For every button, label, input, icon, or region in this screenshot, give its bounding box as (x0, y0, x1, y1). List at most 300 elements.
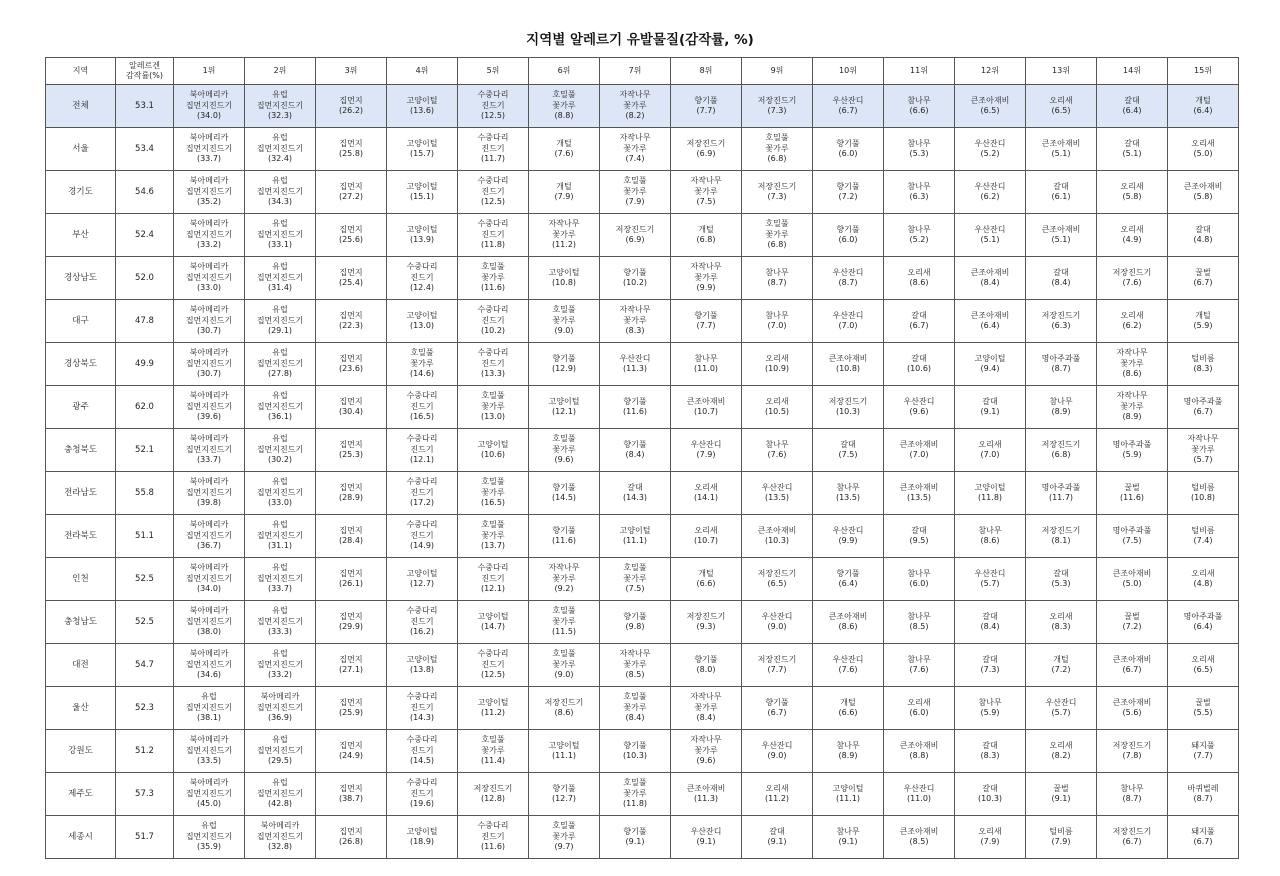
allergen-cell: 자작나무 꽃가루 (11.2) (529, 214, 600, 257)
allergen-cell: 오리새 (6.0) (884, 687, 955, 730)
allergen-cell: 호밀풀 꽃가루 (11.6) (458, 257, 529, 300)
allergen-cell: 유럽 집먼지진드기 (33.2) (245, 644, 316, 687)
allergen-cell: 북아메리카 집먼지진드기 (36.7) (174, 515, 245, 558)
table-row (46, 85, 1239, 128)
allergen-cell: 집먼지 (23.6) (316, 343, 387, 386)
allergen-cell: 우산잔디 (5.7) (955, 558, 1026, 601)
allergen-cell: 우산잔디 (8.7) (813, 257, 884, 300)
allergen-cell: 고양이털 (12.7) (387, 558, 458, 601)
allergen-cell: 우산잔디 (9.6) (884, 386, 955, 429)
allergen-cell: 호밀풀 꽃가루 (7.5) (600, 558, 671, 601)
rate-cell: 57.3 (116, 773, 174, 816)
allergen-cell: 향기풀 (6.0) (813, 128, 884, 171)
header-rank-12: 12위 (955, 58, 1026, 85)
allergen-cell: 우산잔디 (9.9) (813, 515, 884, 558)
region-cell: 부산 (46, 214, 116, 257)
allergen-cell: 집먼지 (24.9) (316, 730, 387, 773)
allergen-cell: 자작나무 꽃가루 (8.5) (600, 644, 671, 687)
allergen-cell: 갈대 (8.3) (955, 730, 1026, 773)
allergen-cell: 유럽 집먼지진드기 (33.0) (245, 472, 316, 515)
allergen-table (45, 57, 1239, 859)
allergen-cell: 갈대 (9.1) (955, 386, 1026, 429)
region-cell: 울산 (46, 687, 116, 730)
allergen-cell: 참나무 (9.1) (813, 816, 884, 859)
rate-cell: 55.8 (116, 472, 174, 515)
allergen-cell: 자작나무 꽃가루 (8.4) (671, 687, 742, 730)
allergen-cell: 집먼지 (25.9) (316, 687, 387, 730)
table-row (46, 644, 1239, 687)
allergen-cell: 큰조아재비 (6.7) (1097, 644, 1168, 687)
allergen-cell: 유럽 집먼지진드기 (30.2) (245, 429, 316, 472)
allergen-cell: 향기풀 (10.3) (600, 730, 671, 773)
rate-cell: 51.1 (116, 515, 174, 558)
region-cell: 충청북도 (46, 429, 116, 472)
allergen-cell: 수중다리 진드기 (12.1) (458, 558, 529, 601)
allergen-cell: 호밀풀 꽃가루 (7.9) (600, 171, 671, 214)
allergen-cell: 참나무 (8.6) (955, 515, 1026, 558)
table-row (46, 816, 1239, 859)
region-cell: 광주 (46, 386, 116, 429)
allergen-cell: 향기풀 (7.2) (813, 171, 884, 214)
allergen-cell: 북아메리카 집먼지진드기 (34.6) (174, 644, 245, 687)
allergen-cell: 꿀벌 (6.7) (1168, 257, 1239, 300)
rate-cell: 52.5 (116, 601, 174, 644)
allergen-cell: 큰조아재비 (8.5) (884, 816, 955, 859)
allergen-cell: 오리새 (6.5) (1026, 85, 1097, 128)
allergen-cell: 고양이털 (12.1) (529, 386, 600, 429)
allergen-cell: 고양이털 (13.9) (387, 214, 458, 257)
allergen-cell: 우산잔디 (13.5) (742, 472, 813, 515)
allergen-cell: 고양이털 (11.1) (529, 730, 600, 773)
allergen-cell: 수중다리 진드기 (12.5) (458, 85, 529, 128)
allergen-cell: 우산잔디 (7.6) (813, 644, 884, 687)
allergen-cell: 유럽 집먼지진드기 (38.1) (174, 687, 245, 730)
allergen-cell: 참나무 (8.5) (884, 601, 955, 644)
allergen-cell: 자작나무 꽃가루 (9.6) (671, 730, 742, 773)
region-cell: 제주도 (46, 773, 116, 816)
allergen-cell: 털비름 (10.8) (1168, 472, 1239, 515)
rate-cell: 52.1 (116, 429, 174, 472)
allergen-cell: 고양이털 (11.1) (600, 515, 671, 558)
region-cell: 경상북도 (46, 343, 116, 386)
allergen-cell: 집먼지 (28.4) (316, 515, 387, 558)
allergen-cell: 갈대 (14.3) (600, 472, 671, 515)
allergen-cell: 명아주과풀 (5.9) (1097, 429, 1168, 472)
allergen-cell: 북아메리카 집먼지진드기 (33.5) (174, 730, 245, 773)
allergen-cell: 개털 (7.9) (529, 171, 600, 214)
allergen-cell: 우산잔디 (9.0) (742, 601, 813, 644)
allergen-cell: 큰조아재비 (6.4) (955, 300, 1026, 343)
header-row (46, 58, 1239, 85)
rate-cell: 51.2 (116, 730, 174, 773)
region-cell: 인천 (46, 558, 116, 601)
allergen-cell: 수중다리 진드기 (14.3) (387, 687, 458, 730)
allergen-cell: 갈대 (6.4) (1097, 85, 1168, 128)
allergen-cell: 수중다리 진드기 (12.1) (387, 429, 458, 472)
allergen-cell: 꿀벌 (11.6) (1097, 472, 1168, 515)
allergen-cell: 오리새 (8.3) (1026, 601, 1097, 644)
allergen-cell: 저장진드기 (8.6) (529, 687, 600, 730)
allergen-cell: 호밀풀 꽃가루 (11.4) (458, 730, 529, 773)
table-row (46, 558, 1239, 601)
table-row (46, 128, 1239, 171)
allergen-cell: 참나무 (5.3) (884, 128, 955, 171)
allergen-cell: 북아메리카 집먼지진드기 (30.7) (174, 343, 245, 386)
allergen-cell: 고양이털 (13.8) (387, 644, 458, 687)
allergen-cell: 저장진드기 (6.7) (1097, 816, 1168, 859)
allergen-cell: 호밀풀 꽃가루 (16.5) (458, 472, 529, 515)
allergen-cell: 저장진드기 (6.3) (1026, 300, 1097, 343)
allergen-cell: 수중다리 진드기 (11.7) (458, 128, 529, 171)
table-row (46, 730, 1239, 773)
allergen-cell: 집먼지 (27.1) (316, 644, 387, 687)
allergen-cell: 집먼지 (26.1) (316, 558, 387, 601)
allergen-cell: 북아메리카 집먼지진드기 (30.7) (174, 300, 245, 343)
allergen-cell: 집먼지 (27.2) (316, 171, 387, 214)
table-row (46, 429, 1239, 472)
allergen-cell: 참나무 (8.7) (1097, 773, 1168, 816)
allergen-cell: 큰조아재비 (11.3) (671, 773, 742, 816)
table-row (46, 300, 1239, 343)
allergen-cell: 돼지풀 (7.7) (1168, 730, 1239, 773)
allergen-cell: 큰조아재비 (5.8) (1168, 171, 1239, 214)
allergen-cell: 수중다리 진드기 (17.2) (387, 472, 458, 515)
rate-cell: 62.0 (116, 386, 174, 429)
allergen-cell: 갈대 (10.6) (884, 343, 955, 386)
allergen-cell: 고양이털 (10.6) (458, 429, 529, 472)
allergen-cell: 털비름 (7.4) (1168, 515, 1239, 558)
header-rank-11: 11위 (884, 58, 955, 85)
region-cell: 서울 (46, 128, 116, 171)
table-row (46, 773, 1239, 816)
region-cell: 대전 (46, 644, 116, 687)
allergen-cell: 큰조아재비 (5.6) (1097, 687, 1168, 730)
region-cell: 전라북도 (46, 515, 116, 558)
allergen-cell: 오리새 (11.2) (742, 773, 813, 816)
allergen-cell: 유럽 집먼지진드기 (35.9) (174, 816, 245, 859)
region-cell: 대구 (46, 300, 116, 343)
allergen-cell: 참나무 (7.0) (742, 300, 813, 343)
allergen-cell: 우산잔디 (11.3) (600, 343, 671, 386)
region-cell: 전체 (46, 85, 116, 128)
allergen-cell: 북아메리카 집먼지진드기 (36.9) (245, 687, 316, 730)
allergen-cell: 우산잔디 (7.0) (813, 300, 884, 343)
allergen-cell: 북아메리카 집먼지진드기 (45.0) (174, 773, 245, 816)
allergen-cell: 명아주과풀 (11.7) (1026, 472, 1097, 515)
allergen-cell: 집먼지 (25.3) (316, 429, 387, 472)
allergen-cell: 수중다리 진드기 (10.2) (458, 300, 529, 343)
allergen-cell: 향기풀 (8.0) (671, 644, 742, 687)
allergen-cell: 고양이털 (11.8) (955, 472, 1026, 515)
allergen-cell: 고양이털 (15.1) (387, 171, 458, 214)
allergen-cell: 갈대 (9.1) (742, 816, 813, 859)
allergen-cell: 참나무 (5.9) (955, 687, 1026, 730)
region-cell: 경상남도 (46, 257, 116, 300)
rate-cell: 54.7 (116, 644, 174, 687)
allergen-cell: 고양이털 (9.4) (955, 343, 1026, 386)
allergen-cell: 저장진드기 (7.6) (1097, 257, 1168, 300)
allergen-cell: 큰조아재비 (5.1) (1026, 128, 1097, 171)
allergen-cell: 우산잔디 (5.2) (955, 128, 1026, 171)
table-body (46, 85, 1239, 859)
allergen-cell: 참나무 (7.6) (884, 644, 955, 687)
allergen-cell: 수중다리 진드기 (11.6) (458, 816, 529, 859)
allergen-cell: 수중다리 진드기 (12.4) (387, 257, 458, 300)
header-rank-8: 8위 (671, 58, 742, 85)
allergen-cell: 호밀풀 꽃가루 (6.8) (742, 214, 813, 257)
page-title: 지역별 알레르기 유발물질(감작률, %) (526, 32, 754, 48)
allergen-cell: 명아주과풀 (7.5) (1097, 515, 1168, 558)
allergen-cell: 수중다리 진드기 (14.9) (387, 515, 458, 558)
table-row (46, 386, 1239, 429)
table-row (46, 687, 1239, 730)
header-rank-5: 5위 (458, 58, 529, 85)
allergen-cell: 개털 (6.8) (671, 214, 742, 257)
header-rank-1: 1위 (174, 58, 245, 85)
region-cell: 세종시 (46, 816, 116, 859)
allergen-cell: 오리새 (14.1) (671, 472, 742, 515)
allergen-cell: 유럽 집먼지진드기 (31.4) (245, 257, 316, 300)
allergen-cell: 호밀풀 꽃가루 (13.0) (458, 386, 529, 429)
table-row (46, 601, 1239, 644)
allergen-cell: 자작나무 꽃가루 (8.3) (600, 300, 671, 343)
allergen-cell: 갈대 (9.5) (884, 515, 955, 558)
allergen-cell: 호밀풀 꽃가루 (13.7) (458, 515, 529, 558)
allergen-cell: 자작나무 꽃가루 (7.5) (671, 171, 742, 214)
allergen-cell: 우산잔디 (6.7) (813, 85, 884, 128)
allergen-cell: 참나무 (8.9) (1026, 386, 1097, 429)
allergen-cell: 저장진드기 (6.9) (671, 128, 742, 171)
allergen-cell: 호밀풀 꽃가루 (6.8) (742, 128, 813, 171)
allergen-cell: 갈대 (8.4) (955, 601, 1026, 644)
allergen-cell: 수중다리 진드기 (12.5) (458, 644, 529, 687)
allergen-cell: 큰조아재비 (6.5) (955, 85, 1026, 128)
allergen-cell: 북아메리카 집먼지진드기 (39.8) (174, 472, 245, 515)
allergen-cell: 오리새 (8.6) (884, 257, 955, 300)
allergen-cell: 향기풀 (8.4) (600, 429, 671, 472)
allergen-cell: 수중다리 진드기 (12.5) (458, 171, 529, 214)
allergen-cell: 북아메리카 집먼지진드기 (33.2) (174, 214, 245, 257)
allergen-cell: 털비름 (7.9) (1026, 816, 1097, 859)
allergen-cell: 고양이털 (18.9) (387, 816, 458, 859)
allergen-cell: 자작나무 꽃가루 (8.6) (1097, 343, 1168, 386)
allergen-cell: 갈대 (6.1) (1026, 171, 1097, 214)
allergen-cell: 호밀풀 꽃가루 (14.6) (387, 343, 458, 386)
allergen-cell: 북아메리카 집먼지진드기 (32.8) (245, 816, 316, 859)
allergen-cell: 털비름 (8.3) (1168, 343, 1239, 386)
allergen-cell: 집먼지 (28.9) (316, 472, 387, 515)
allergen-cell: 유럽 집먼지진드기 (27.8) (245, 343, 316, 386)
allergen-cell: 갈대 (7.5) (813, 429, 884, 472)
rate-cell: 53.4 (116, 128, 174, 171)
allergen-cell: 수중다리 진드기 (19.6) (387, 773, 458, 816)
allergen-cell: 호밀풀 꽃가루 (8.4) (600, 687, 671, 730)
allergen-cell: 우산잔디 (11.0) (884, 773, 955, 816)
table-row (46, 214, 1239, 257)
allergen-cell: 저장진드기 (12.8) (458, 773, 529, 816)
allergen-cell: 집먼지 (22.3) (316, 300, 387, 343)
allergen-cell: 큰조아재비 (8.6) (813, 601, 884, 644)
allergen-cell: 집먼지 (25.4) (316, 257, 387, 300)
header-rank-7: 7위 (600, 58, 671, 85)
allergen-cell: 우산잔디 (7.9) (671, 429, 742, 472)
allergen-cell: 향기풀 (10.2) (600, 257, 671, 300)
allergen-cell: 유럽 집먼지진드기 (31.1) (245, 515, 316, 558)
allergen-cell: 향기풀 (11.6) (529, 515, 600, 558)
rate-cell: 52.4 (116, 214, 174, 257)
allergen-cell: 갈대 (10.3) (955, 773, 1026, 816)
table-row (46, 257, 1239, 300)
allergen-cell: 유럽 집먼지진드기 (33.3) (245, 601, 316, 644)
header-rank-13: 13위 (1026, 58, 1097, 85)
allergen-cell: 개털 (5.9) (1168, 300, 1239, 343)
allergen-cell: 유럽 집먼지진드기 (36.1) (245, 386, 316, 429)
allergen-cell: 고양이털 (13.6) (387, 85, 458, 128)
allergen-cell: 큰조아재비 (10.7) (671, 386, 742, 429)
rate-cell: 52.5 (116, 558, 174, 601)
allergen-cell: 집먼지 (38.7) (316, 773, 387, 816)
allergen-cell: 개털 (6.6) (813, 687, 884, 730)
allergen-cell: 북아메리카 집먼지진드기 (39.6) (174, 386, 245, 429)
allergen-cell: 호밀풀 꽃가루 (11.8) (600, 773, 671, 816)
allergen-cell: 유럽 집먼지진드기 (29.5) (245, 730, 316, 773)
allergen-cell: 오리새 (5.8) (1097, 171, 1168, 214)
allergen-cell: 유럽 집먼지진드기 (29.1) (245, 300, 316, 343)
allergen-cell: 호밀풀 꽃가루 (9.6) (529, 429, 600, 472)
allergen-cell: 호밀풀 꽃가루 (9.0) (529, 300, 600, 343)
allergen-cell: 향기풀 (11.6) (600, 386, 671, 429)
allergen-cell: 우산잔디 (9.1) (671, 816, 742, 859)
allergen-cell: 수중다리 진드기 (11.8) (458, 214, 529, 257)
allergen-cell: 우산잔디 (5.7) (1026, 687, 1097, 730)
allergen-cell: 개털 (6.4) (1168, 85, 1239, 128)
allergen-cell: 자작나무 꽃가루 (9.2) (529, 558, 600, 601)
allergen-cell: 집먼지 (25.6) (316, 214, 387, 257)
region-cell: 전라남도 (46, 472, 116, 515)
header-region: 지역 (46, 58, 116, 85)
allergen-cell: 고양이털 (15.7) (387, 128, 458, 171)
allergen-cell: 오리새 (4.8) (1168, 558, 1239, 601)
allergen-cell: 고양이털 (13.0) (387, 300, 458, 343)
allergen-cell: 우산잔디 (5.1) (955, 214, 1026, 257)
allergen-cell: 큰조아재비 (10.8) (813, 343, 884, 386)
allergen-cell: 개털 (7.2) (1026, 644, 1097, 687)
allergen-cell: 향기풀 (9.1) (600, 816, 671, 859)
allergen-cell: 오리새 (10.7) (671, 515, 742, 558)
allergen-cell: 자작나무 꽃가루 (8.9) (1097, 386, 1168, 429)
allergen-cell: 향기풀 (12.7) (529, 773, 600, 816)
allergen-cell: 호밀풀 꽃가루 (9.7) (529, 816, 600, 859)
allergen-cell: 큰조아재비 (5.0) (1097, 558, 1168, 601)
allergen-cell: 유럽 집먼지진드기 (33.1) (245, 214, 316, 257)
allergen-cell: 고양이털 (14.7) (458, 601, 529, 644)
allergen-cell: 오리새 (7.9) (955, 816, 1026, 859)
allergen-cell: 수중다리 진드기 (16.2) (387, 601, 458, 644)
allergen-cell: 참나무 (11.0) (671, 343, 742, 386)
allergen-cell: 북아메리카 집먼지진드기 (34.0) (174, 85, 245, 128)
rate-cell: 52.3 (116, 687, 174, 730)
allergen-cell: 수중다리 진드기 (13.3) (458, 343, 529, 386)
allergen-cell: 북아메리카 집먼지진드기 (33.7) (174, 429, 245, 472)
region-cell: 경기도 (46, 171, 116, 214)
allergen-cell: 참나무 (8.9) (813, 730, 884, 773)
allergen-cell: 저장진드기 (8.1) (1026, 515, 1097, 558)
allergen-cell: 향기풀 (6.4) (813, 558, 884, 601)
header-rank-3: 3위 (316, 58, 387, 85)
allergen-cell: 유럽 집먼지진드기 (32.3) (245, 85, 316, 128)
rate-cell: 53.1 (116, 85, 174, 128)
allergen-cell: 큰조아재비 (7.0) (884, 429, 955, 472)
header-rank-2: 2위 (245, 58, 316, 85)
allergen-cell: 수중다리 진드기 (16.5) (387, 386, 458, 429)
allergen-cell: 북아메리카 집먼지진드기 (33.0) (174, 257, 245, 300)
allergen-cell: 참나무 (5.2) (884, 214, 955, 257)
allergen-cell: 자작나무 꽃가루 (5.7) (1168, 429, 1239, 472)
allergen-cell: 명아주과풀 (6.4) (1168, 601, 1239, 644)
header-rank-10: 10위 (813, 58, 884, 85)
allergen-cell: 향기풀 (12.9) (529, 343, 600, 386)
allergen-cell: 갈대 (8.4) (1026, 257, 1097, 300)
allergen-cell: 갈대 (7.3) (955, 644, 1026, 687)
allergen-cell: 참나무 (13.5) (813, 472, 884, 515)
allergen-cell: 저장진드기 (10.3) (813, 386, 884, 429)
allergen-cell: 꿀벌 (5.5) (1168, 687, 1239, 730)
region-cell: 충청남도 (46, 601, 116, 644)
allergen-cell: 참나무 (7.6) (742, 429, 813, 472)
header-rank-9: 9위 (742, 58, 813, 85)
allergen-cell: 호밀풀 꽃가루 (11.5) (529, 601, 600, 644)
allergen-cell: 저장진드기 (6.5) (742, 558, 813, 601)
allergen-cell: 유럽 집먼지진드기 (34.3) (245, 171, 316, 214)
header-rank-15: 15위 (1168, 58, 1239, 85)
rate-cell: 54.6 (116, 171, 174, 214)
allergen-cell: 향기풀 (9.8) (600, 601, 671, 644)
allergen-cell: 오리새 (6.2) (1097, 300, 1168, 343)
allergen-cell: 오리새 (6.5) (1168, 644, 1239, 687)
allergen-cell: 향기풀 (7.7) (671, 300, 742, 343)
table-row (46, 343, 1239, 386)
allergen-cell: 저장진드기 (7.8) (1097, 730, 1168, 773)
allergen-cell: 오리새 (10.9) (742, 343, 813, 386)
allergen-cell: 개털 (7.6) (529, 128, 600, 171)
allergen-cell: 향기풀 (7.7) (671, 85, 742, 128)
allergen-cell: 호밀풀 꽃가루 (9.0) (529, 644, 600, 687)
header-rank-4: 4위 (387, 58, 458, 85)
allergen-cell: 북아메리카 집먼지진드기 (34.0) (174, 558, 245, 601)
table-row (46, 472, 1239, 515)
allergen-cell: 저장진드기 (7.3) (742, 85, 813, 128)
allergen-cell: 갈대 (5.1) (1097, 128, 1168, 171)
allergen-cell: 참나무 (8.7) (742, 257, 813, 300)
allergen-cell: 향기풀 (6.7) (742, 687, 813, 730)
allergen-cell: 고양이털 (10.8) (529, 257, 600, 300)
allergen-cell: 명아주과풀 (6.7) (1168, 386, 1239, 429)
allergen-cell: 갈대 (6.7) (884, 300, 955, 343)
header-rank-14: 14위 (1097, 58, 1168, 85)
allergen-cell: 큰조아재비 (10.3) (742, 515, 813, 558)
allergen-cell: 명아주과풀 (8.7) (1026, 343, 1097, 386)
allergen-cell: 꿀벌 (9.1) (1026, 773, 1097, 816)
allergen-cell: 우산잔디 (6.2) (955, 171, 1026, 214)
allergen-cell: 오리새 (10.5) (742, 386, 813, 429)
rate-cell: 47.8 (116, 300, 174, 343)
allergen-cell: 호밀풀 꽃가루 (8.8) (529, 85, 600, 128)
allergen-cell: 향기풀 (6.0) (813, 214, 884, 257)
header-rate: 알레르겐 감작률(%) (116, 58, 174, 85)
region-cell: 강원도 (46, 730, 116, 773)
allergen-cell: 북아메리카 집먼지진드기 (38.0) (174, 601, 245, 644)
allergen-cell: 갈대 (5.3) (1026, 558, 1097, 601)
